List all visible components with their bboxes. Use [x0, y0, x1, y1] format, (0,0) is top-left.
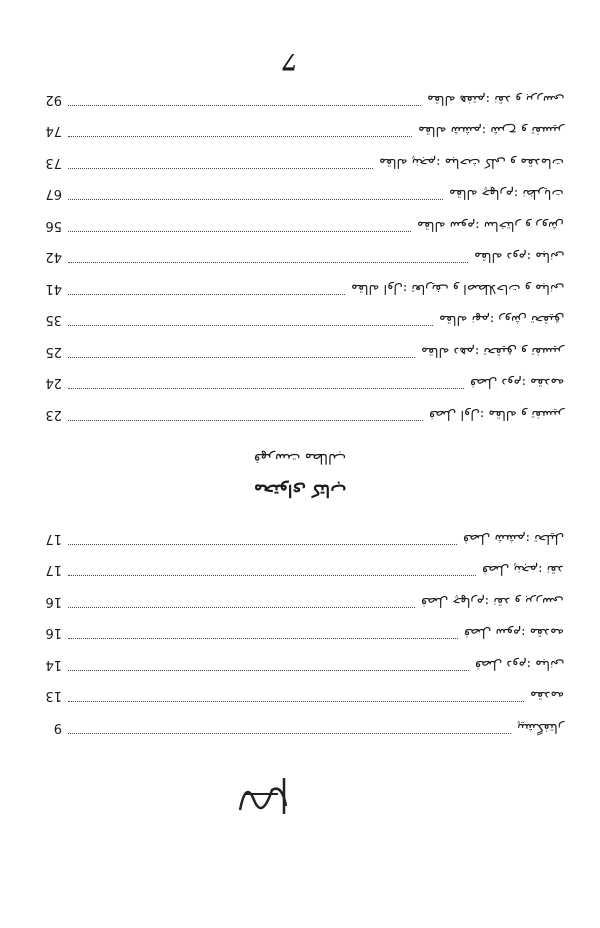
leader-dots — [68, 282, 345, 295]
toc-entry[interactable] — [34, 590, 564, 612]
toc-entry-page: 16 — [45, 593, 62, 609]
calligraphy-ornament-icon — [232, 770, 292, 820]
toc-entry[interactable] — [34, 309, 564, 331]
toc-entry-page: 92 — [45, 91, 62, 107]
toc-entry[interactable] — [34, 340, 564, 362]
toc-entry-title: مقاله سوم: ساختار و روش — [417, 217, 564, 233]
toc-entry-page: 67 — [45, 186, 62, 201]
leader-dots — [68, 345, 415, 358]
section-heading: محتوای کتاب — [253, 480, 347, 500]
leader-dots — [68, 156, 373, 169]
leader-dots — [68, 313, 433, 326]
toc-entry-title: مقاله دوم: مبانی — [473, 249, 564, 264]
toc-entry[interactable] — [34, 151, 564, 173]
toc-entry[interactable] — [34, 246, 564, 268]
toc-entry-title: مقاله پنجم: مباحث کلی و مقدمات — [379, 154, 564, 170]
leader-dots — [68, 658, 469, 671]
toc-entry-title: مقاله نهم: روش تحقیق — [438, 312, 564, 327]
toc-entry-title: فصل سوم: مقدمه — [464, 625, 564, 640]
toc-entry[interactable] — [34, 120, 564, 142]
leader-dots — [68, 93, 421, 106]
toc-entry[interactable] — [34, 653, 564, 675]
toc-entry-title: فصل دوم: مبانی — [474, 656, 564, 672]
toc-entry-page: 35 — [45, 312, 62, 327]
toc-entry-title: مقاله چهارم: نظریات — [449, 186, 564, 201]
leader-dots — [68, 250, 468, 263]
toc-entry[interactable] — [34, 214, 564, 236]
toc-entry[interactable] — [34, 559, 564, 581]
section-subheading: فهرست مطالب — [253, 450, 347, 466]
toc-entry-page: 42 — [45, 249, 62, 264]
page-number: 7 — [282, 48, 298, 74]
toc-entry-page: 9 — [53, 719, 62, 735]
toc-entry[interactable] — [34, 685, 564, 707]
leader-dots — [68, 595, 415, 608]
toc-entry[interactable] — [34, 183, 564, 205]
toc-entry-page: 14 — [45, 656, 62, 672]
leader-dots — [68, 689, 524, 702]
toc-entry-title: پیشگفتار — [516, 719, 564, 735]
toc-entry-title: مقاله هفتم: نقد و بررسی — [426, 91, 564, 107]
toc-entry-title: مقاله ششم: شرح و تفسیر — [417, 123, 564, 138]
toc-entry-page: 24 — [45, 375, 62, 390]
leader-dots — [68, 721, 511, 734]
toc-entry[interactable] — [34, 716, 564, 738]
toc-entry-title: مقاله دهم: تحقیق و تفسیر — [420, 343, 564, 359]
leader-dots — [68, 219, 411, 232]
toc-entry-title: مقاله اول: تعاریف و اصطلاحات و مبانی — [350, 280, 564, 296]
toc-entry[interactable] — [34, 88, 564, 110]
toc-entry-page: 17 — [45, 530, 62, 546]
toc-entry-page: 56 — [45, 217, 62, 233]
toc-entry-page: 23 — [45, 406, 62, 422]
toc-entry-title: فصل ششم: تحلیل — [462, 530, 564, 546]
leader-dots — [68, 124, 412, 137]
leader-dots — [68, 626, 458, 639]
toc-entry[interactable] — [34, 403, 564, 425]
toc-entry[interactable] — [34, 277, 564, 299]
toc-entry-title: فصل اول: مقاله و تفسیر — [428, 406, 564, 422]
toc-entry-page: 41 — [45, 280, 62, 296]
leader-dots — [68, 532, 457, 545]
leader-dots — [68, 376, 464, 389]
leader-dots — [68, 563, 476, 576]
toc-entry-page: 73 — [45, 154, 62, 170]
toc-entry-title: فصل دوم: مقدمه — [469, 375, 564, 390]
toc-entry-page: 74 — [45, 123, 62, 138]
toc-entry[interactable] — [34, 622, 564, 644]
toc-entry-title: مقدمه — [529, 688, 564, 703]
toc-entry-page: 25 — [45, 343, 62, 359]
toc-entry-page: 17 — [45, 562, 62, 577]
toc-entry-page: 16 — [45, 625, 62, 640]
leader-dots — [68, 187, 443, 200]
toc-entry[interactable] — [34, 372, 564, 394]
toc-entry-page: 13 — [45, 688, 62, 703]
toc-entry[interactable] — [34, 527, 564, 549]
toc-entry-title: فصل چهارم: نقد و بررسی — [421, 593, 564, 609]
leader-dots — [68, 408, 423, 421]
toc-entry-title: فصل پنجم: نقد — [482, 562, 564, 577]
